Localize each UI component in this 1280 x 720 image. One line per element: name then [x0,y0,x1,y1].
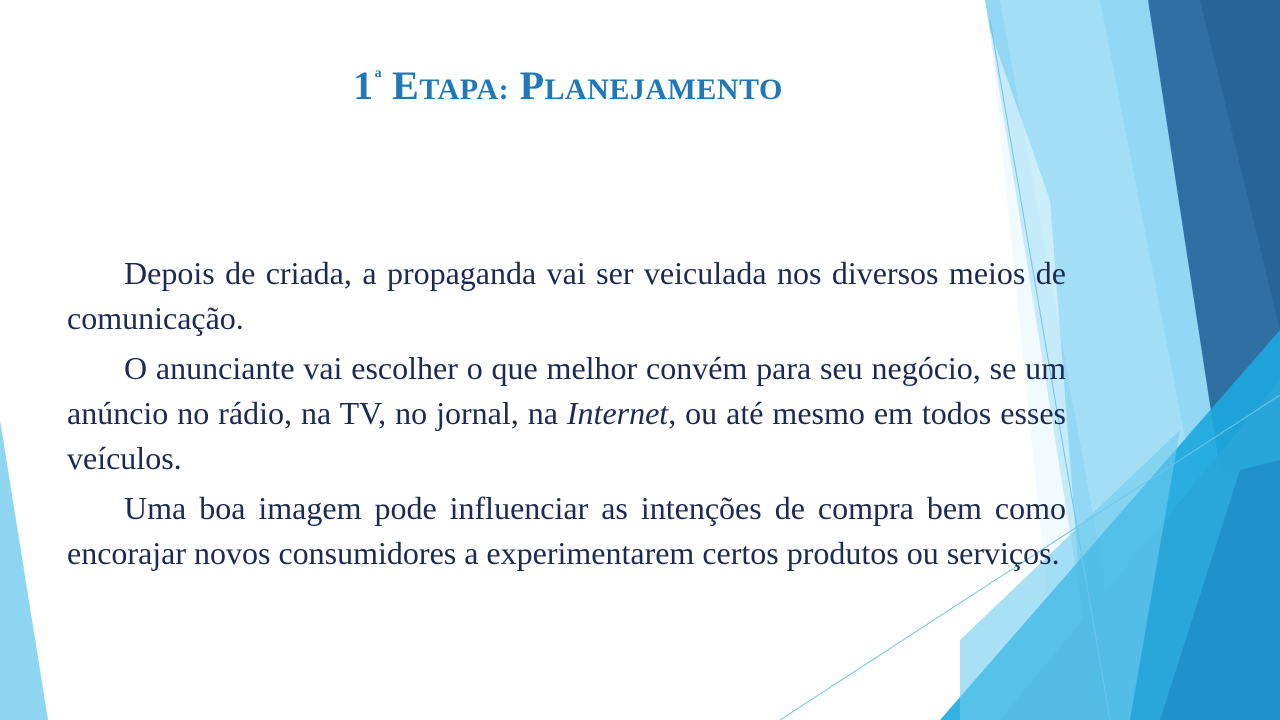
slide-body [67,251,1066,581]
left-facet [0,420,48,720]
title-word1-initial: E [392,63,420,108]
title-ordinal: a [374,66,383,81]
paragraph-2 [67,346,1066,481]
title-word1-rest: TAPA: [419,73,510,106]
title-word2-initial: P [519,63,545,108]
slide-title [0,46,1136,118]
paragraph-1: Depois de criada, a propaganda vai ser veiculada nos diversos meios de comunicação. [67,255,1066,336]
title-number: 1 [353,63,374,108]
title-word2-rest: LANEJAMENTO [544,73,783,106]
paragraph-2-text-before: O anunciante vai escolher o que melhor convém para seu negócio, se um anúncio no rádio, na TV, no jornal, na [67,350,1066,431]
paragraph-2-italic: Internet [566,395,669,431]
paragraph-2-text-after: , ou até mesmo em todos esses veículos. [67,395,1067,476]
paragraph-3: Uma boa imagem pode influenciar as intenções de compra bem como encorajar novos consumidores a experimentarem certos produtos ou serviços. [67,490,1066,571]
